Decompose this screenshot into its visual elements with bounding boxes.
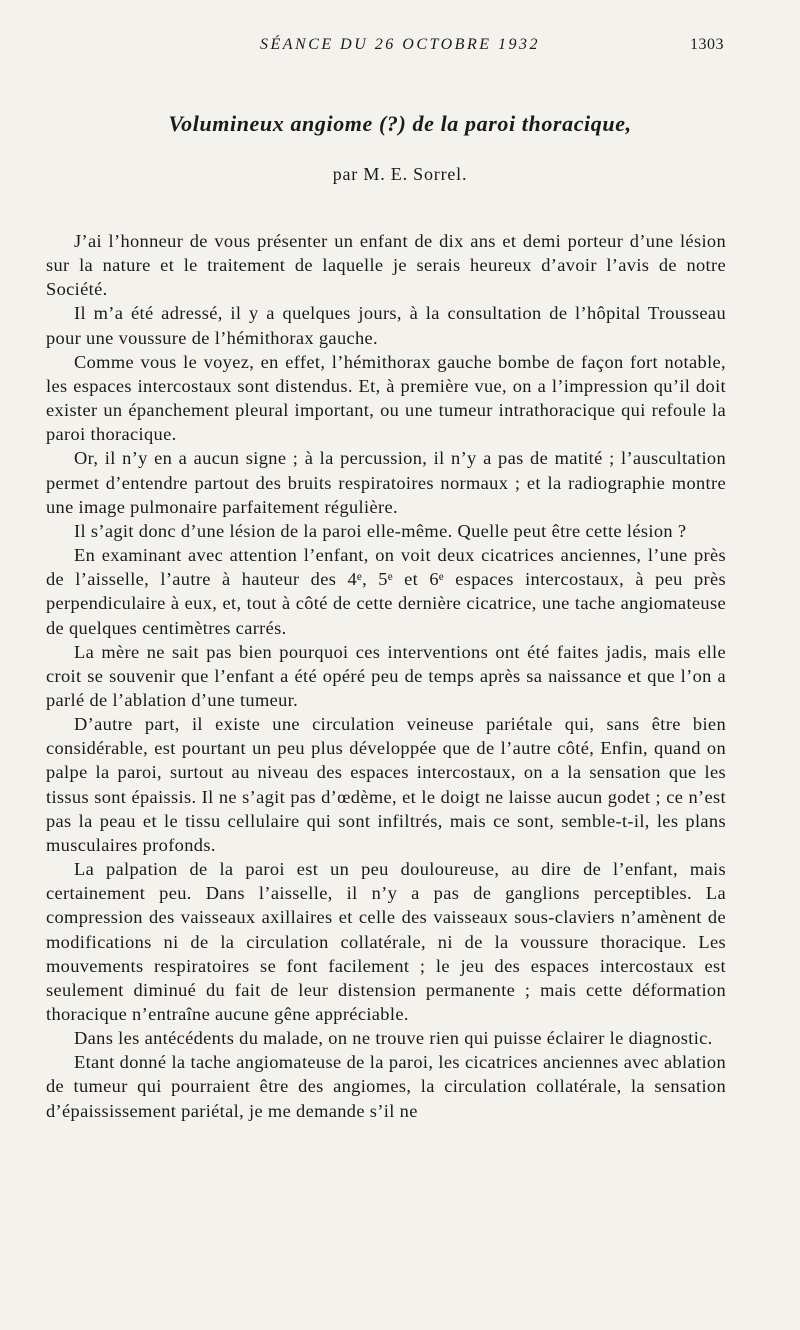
author-byline: par M. E. Sorrel. <box>332 164 468 184</box>
paragraph: En examinant avec attention l’enfant, on voit deux cicatrices anciennes, l’une près de l’aisselle, l’autre à hauteur des 4ᵉ, 5ᵉ et 6ᵉ espaces intercostaux, à peu près perpendiculaire à eux, et, tout à côté de cette dernière cicatrice, une tache angiomateuse de quelques centimètres carrés. <box>46 545 726 638</box>
paragraph: Dans les antécédents du malade, on ne trouve rien qui puisse éclairer le diagnostic. <box>74 1028 713 1049</box>
paragraph: Comme vous le voyez, en effet, l’hémithorax gauche bombe de façon fort notable, les espaces intercostaux sont distendus. Et, à première vue, on a l’impression qu’il doit exister un épanchement pleural important, ou une tumeur intrathoracique qui refoule la paroi thoracique. <box>46 351 726 445</box>
paragraph: Il m’a été adressé, il y a quelques jours, à la consultation de l’hôpital Trousseau pour une voussure de l’hémithorax gauche. <box>46 303 726 348</box>
paragraph: Or, il n’y en a aucun signe ; à la percussion, il n’y a pas de matité ; l’auscultation permet d’entendre partout des bruits respiratoires normaux ; et la radiographie montre une image pulmonaire parfaitement régulière. <box>46 448 726 517</box>
article-title: Volumineux angiome (?) de la paroi thoracique, <box>168 111 632 136</box>
running-title: SÉANCE DU 26 OCTOBRE 1932 <box>260 36 540 53</box>
paragraph: La mère ne sait pas bien pourquoi ces interventions ont été faites jadis, mais elle croit se souvenir que l’enfant a été opéré peu de temps après sa naissance et que l’on a parlé de l’ablation d’une tumeur. <box>46 641 726 710</box>
page-number: 1303 <box>690 36 724 53</box>
paragraph: D’autre part, il existe une circulation veineuse pariétale qui, sans être bien considérable, est pourtant un peu plus développée que de l’autre côté, Enfin, quand on palpe la paroi, surtout au niveau des espaces intercostaux, on a la sensation que les tissus sont épaissis. Il ne s’agit pas d’œdème, et le doigt ne laisse aucun godet ; ce n’est pas la peau et le tissu cellulaire qui sont infiltrés, mais ce sont, semble-t-il, les plans musculaires profonds. <box>46 714 726 855</box>
paragraph: Il s’agit donc d’une lésion de la paroi elle-même. Quelle peut être cette lésion ? <box>74 520 687 541</box>
paragraph: Etant donné la tache angiomateuse de la paroi, les cicatrices anciennes avec ablation de tumeur qui pourraient être des angiomes, la circulation collatérale, la sensation d’épaississement pariétal, je me demande s’il ne <box>46 1052 726 1121</box>
paragraph: J’ai l’honneur de vous présenter un enfant de dix ans et demi porteur d’une lésion sur la nature et le traitement de laquelle je serais heureux d’avoir l’avis de notre Société. <box>46 231 726 300</box>
article-body <box>46 229 726 1123</box>
paragraph: La palpation de la paroi est un peu douloureuse, au dire de l’enfant, mais certainement peu. Dans l’aisselle, il n’y a pas de ganglions perceptibles. La compression des vaisseaux axillaires et celle des vaisseaux sous-claviers n’amènent de modifications ni de la circulation collatérale, ni de la voussure thoracique. Les mouvements respiratoires se font facilement ; le jeu des espaces intercostaux est seulement diminué du fait de leur distension permanente ; mais cette déformation thoracique n’entraîne aucune gêne appréciable. <box>46 859 726 1024</box>
running-header <box>0 36 800 60</box>
